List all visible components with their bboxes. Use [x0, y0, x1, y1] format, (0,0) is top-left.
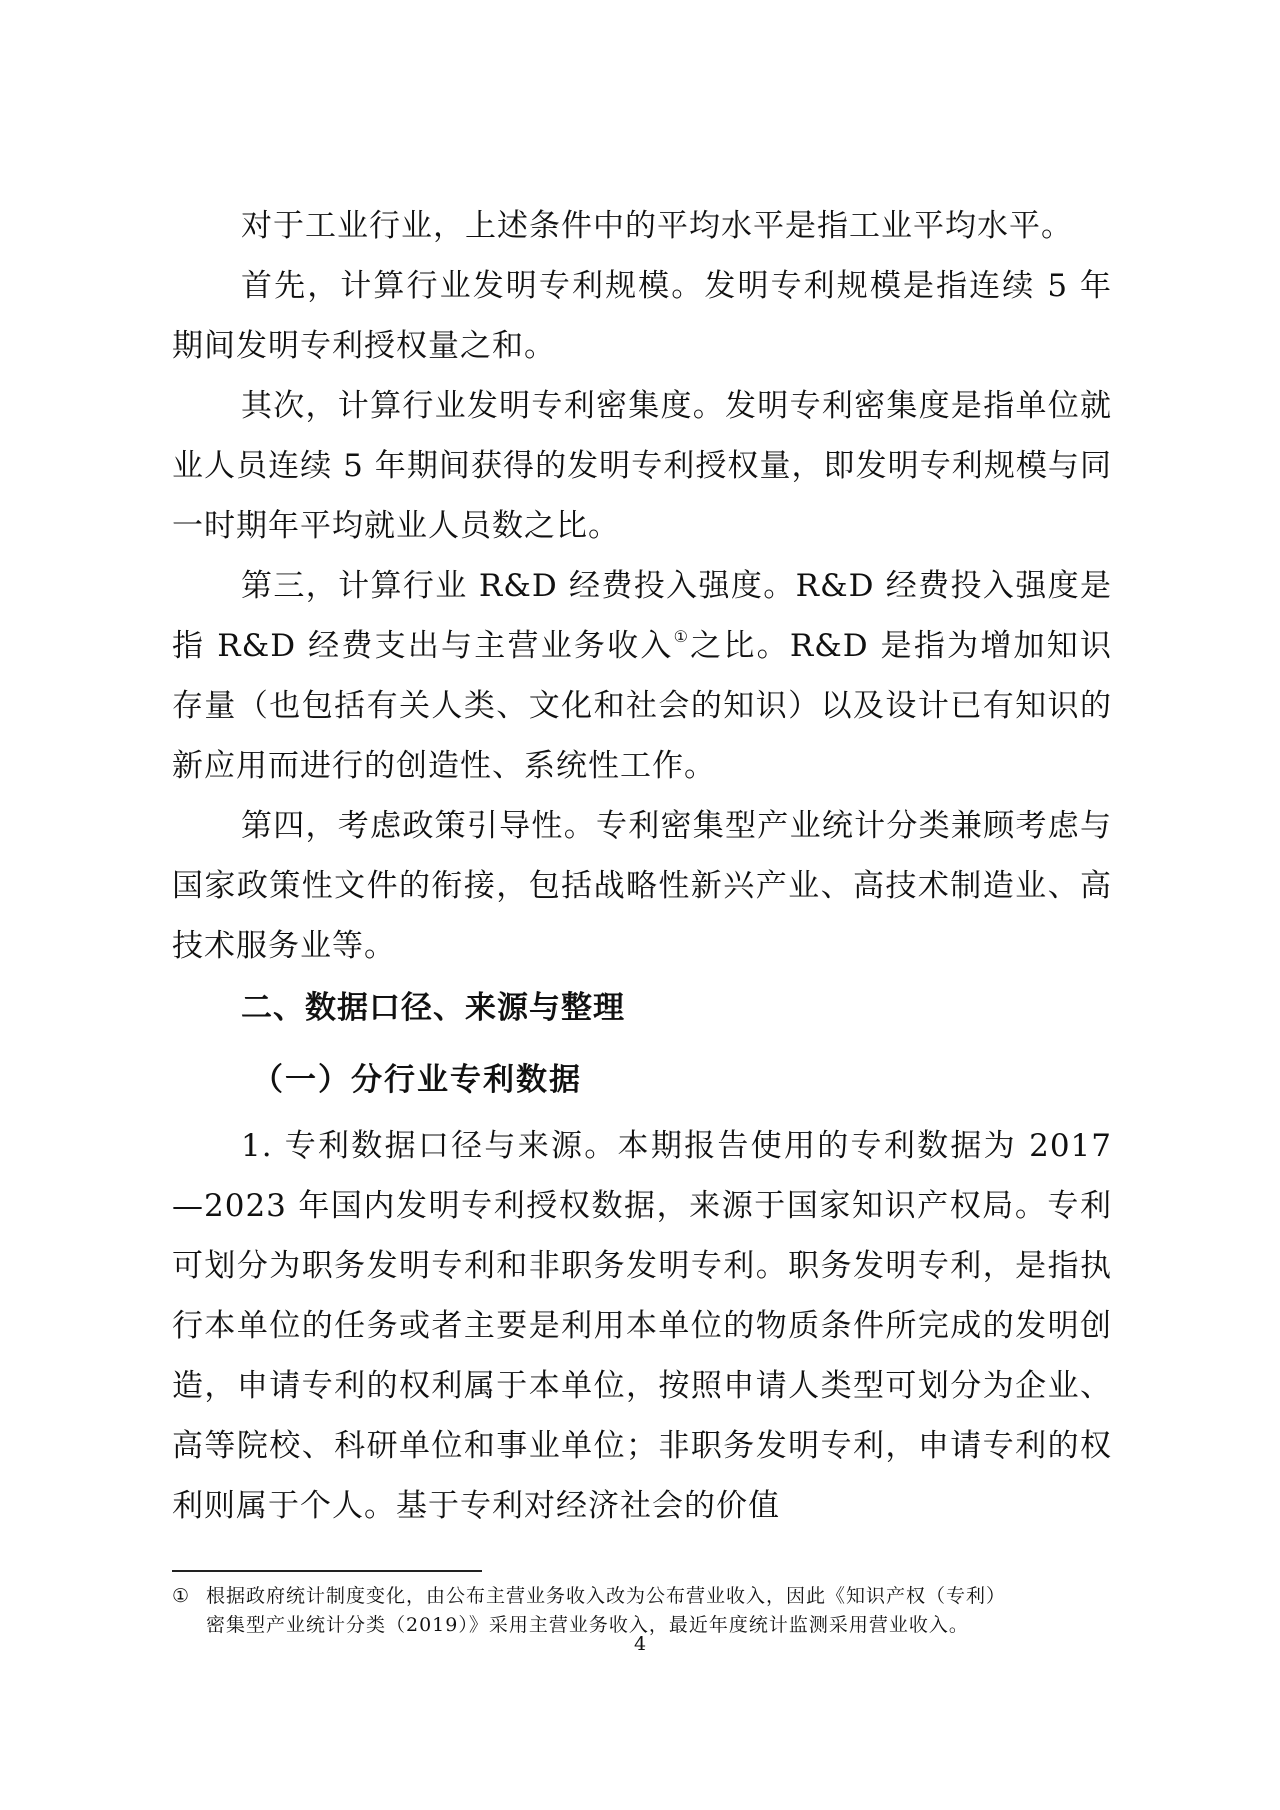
footnote-text-1: 根据政府统计制度变化，由公布主营业务收入改为公布营业收入，因此《知识产权（专利） — [206, 1585, 1007, 1607]
section-heading: 二、数据口径、来源与整理 — [241, 990, 625, 1026]
paragraph-first-step: 首先，计算行业发明专利规模。发明专利规模是指连续 5 年期间发明专利授权量之和。 — [172, 268, 1112, 364]
page-number: 4 — [633, 1633, 647, 1655]
body-text — [172, 196, 1112, 1536]
subsection-heading: （一）分行业专利数据 — [252, 1062, 582, 1098]
paragraph-second-step: 其次，计算行业发明专利密集度。发明专利密集度是指单位就业人员连续 5 年期间获得的发明专利授权量，即发明专利规模与同一时期年平均就业人员数之比。 — [172, 388, 1112, 544]
footnote-line-1 — [172, 1582, 1112, 1611]
footnote-reference[interactable]: ① — [673, 627, 691, 646]
paragraph-third-step — [172, 556, 1112, 796]
rd-text-after: 之比。R&D 是指为增加知识存量（也包括有关人类、文化和社会的知识）以及设计已有知识的新应用而进行的创造性、系统性工作。 — [172, 628, 1112, 784]
rd-text-before: 第三，计算行业 R&D 经费投入强度。R&D 经费投入强度是指 R&D 经费支出与主营业务收入 — [172, 568, 1112, 664]
footnote-line-2: 密集型产业统计分类（2019）》采用主营业务收入，最近年度统计监测采用营业收入。 — [206, 1614, 969, 1636]
paragraph-fourth-step: 第四，考虑政策引导性。专利密集型产业统计分类兼顾考虑与国家政策性文件的衔接，包括战略性新兴产业、高技术制造业、高技术服务业等。 — [172, 808, 1112, 964]
footnote-separator — [172, 1570, 482, 1572]
paragraph-patent-data-source: 1. 专利数据口径与来源。本期报告使用的专利数据为 2017—2023 年国内发明专利授权数据，来源于国家知识产权局。专利可划分为职务发明专利和非职务发明专利。职务发明专利，是指执行本单位的任务或者主要是利用本单位的物质条件所完成的发明创造，申请专利的权利属于本单位，按照申请人类型可划分为企业、高等院校、科研单位和事业单位；非职务发明专利，申请专利的权利则属于个人。基于专利对经济社会的价值 — [172, 1128, 1112, 1524]
footnote-mark: ① — [172, 1585, 191, 1607]
paragraph-industry-average: 对于工业行业，上述条件中的平均水平是指工业平均水平。 — [241, 208, 1073, 244]
